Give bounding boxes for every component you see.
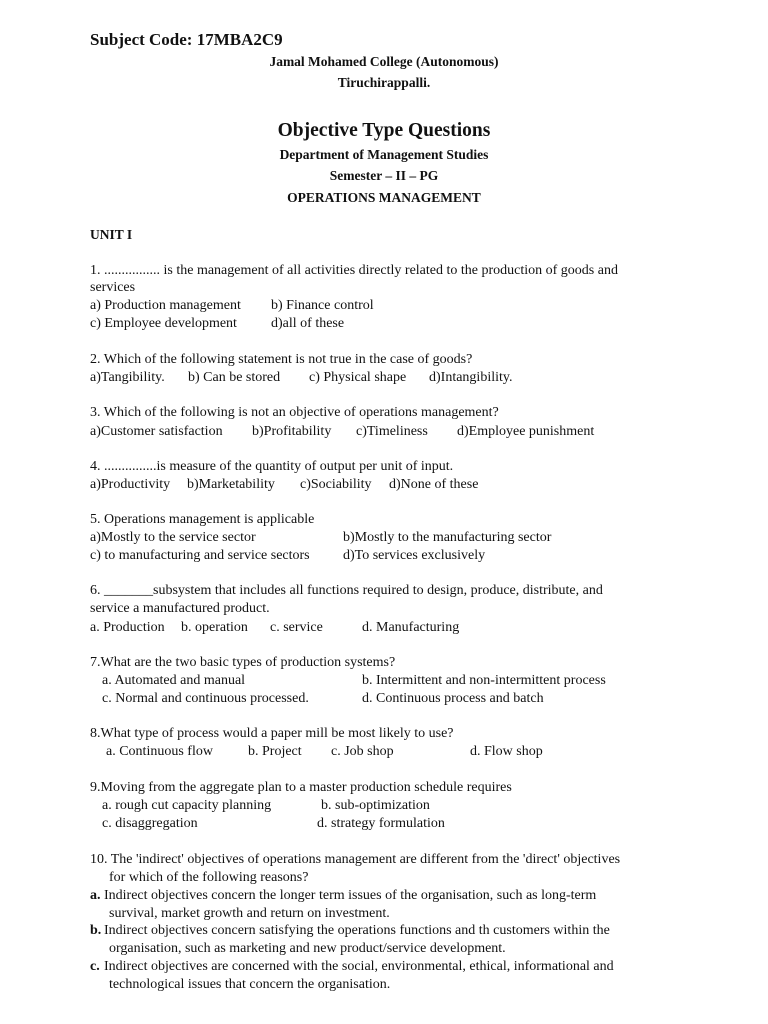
- question-6-option-a: a. Production: [90, 620, 165, 635]
- question-4-option-c: c)Sociability: [300, 477, 372, 492]
- question-1-option-d: d)all of these: [271, 316, 345, 331]
- question-7-option-a: a. Automated and manual: [102, 673, 246, 688]
- question-6-option-c: c. service: [270, 620, 323, 635]
- question-1-stem-line-2: services: [90, 280, 136, 295]
- question-10-option-c-line-2: technological issues that concern the organisation.: [109, 977, 391, 992]
- question-3-option-c: c)Timeliness: [356, 424, 428, 439]
- question-9-option-d: d. strategy formulation: [317, 816, 445, 831]
- question-5-stem: 5. Operations management is applicable: [90, 512, 315, 527]
- question-3-option-d: d)Employee punishment: [457, 424, 595, 439]
- course-name: OPERATIONS MANAGEMENT: [287, 190, 481, 205]
- question-10-option-b-line-1: Indirect objectives concern satisfying the operations functions and th customers within the: [104, 923, 610, 938]
- question-7-option-d: d. Continuous process and batch: [362, 691, 544, 706]
- question-4-option-a: a)Productivity: [90, 477, 171, 492]
- question-5-option-d: d)To services exclusively: [343, 548, 486, 563]
- document-title: Objective Type Questions: [277, 120, 491, 141]
- question-8-option-c: c. Job shop: [331, 744, 394, 759]
- question-8-option-a: a. Continuous flow: [106, 744, 213, 759]
- question-7-option-b: b. Intermittent and non-intermittent process: [362, 673, 606, 688]
- question-3-stem: 3. Which of the following is not an objective of operations management?: [90, 405, 499, 420]
- question-8-stem: 8.What type of process would a paper mill be most likely to use?: [90, 726, 454, 741]
- question-2-option-d: d)Intangibility.: [429, 370, 513, 385]
- question-1-option-a: a) Production management: [90, 298, 241, 313]
- college-name: Jamal Mohamed College (Autonomous): [269, 54, 499, 69]
- semester-label: Semester – II – PG: [329, 168, 439, 183]
- question-10-option-c-line-1: Indirect objectives are concerned with the social, environmental, ethical, informational and: [104, 959, 614, 974]
- department-name: Department of Management Studies: [279, 147, 489, 162]
- question-10-option-a-line-2: survival, market growth and return on investment.: [109, 906, 390, 921]
- subject-code: Subject Code: 17MBA2C9: [90, 30, 283, 49]
- question-4-option-b: b)Marketability: [187, 477, 275, 492]
- question-2-option-a: a)Tangibility.: [90, 370, 165, 385]
- question-9-option-c: c. disaggregation: [102, 816, 198, 831]
- question-2-option-b: b) Can be stored: [188, 370, 281, 385]
- question-10-option-a-line-1: Indirect objectives concern the longer term issues of the organisation, such as long-term: [104, 888, 597, 903]
- question-9-option-b: b. sub-optimization: [321, 798, 430, 813]
- question-5-option-c: c) to manufacturing and service sectors: [90, 548, 310, 563]
- question-4-option-d: d)None of these: [389, 477, 479, 492]
- question-9-option-a: a. rough cut capacity planning: [102, 798, 272, 813]
- question-6-option-d: d. Manufacturing: [362, 620, 460, 635]
- question-6-stem-line-2: service a manufactured product.: [90, 601, 270, 616]
- question-10-option-b-line-2: organisation, such as marketing and new product/service development.: [109, 941, 506, 956]
- question-10-stem-line-1: 10. The 'indirect' objectives of operations management are different from the 'direct' objectives: [90, 852, 621, 867]
- question-10-option-a-letter: a.: [90, 888, 101, 903]
- question-5-option-b: b)Mostly to the manufacturing sector: [343, 530, 552, 545]
- question-6-stem-line-1: 6. _______subsystem that includes all functions required to design, produce, distribute, and: [90, 583, 603, 598]
- college-city: Tiruchirappalli.: [337, 75, 431, 90]
- question-10-stem-line-2: for which of the following reasons?: [109, 870, 309, 885]
- question-2-option-c: c) Physical shape: [309, 370, 407, 385]
- question-10-option-b-letter: b.: [90, 923, 102, 938]
- question-1-option-c: c) Employee development: [90, 316, 237, 331]
- unit-heading: UNIT I: [90, 227, 133, 242]
- question-5-option-a: a)Mostly to the service sector: [90, 530, 256, 545]
- question-1-option-b: b) Finance control: [271, 298, 374, 313]
- question-7-option-c: c. Normal and continuous processed.: [102, 691, 309, 706]
- question-1-stem-line-1: 1. ................ is the management of all activities directly related to the production of goods and: [90, 263, 618, 278]
- question-2-stem: 2. Which of the following statement is not true in the case of goods?: [90, 352, 473, 367]
- question-4-stem: 4. ...............is measure of the quantity of output per unit of input.: [90, 459, 454, 474]
- question-10-option-c-letter: c.: [90, 959, 100, 974]
- question-8-option-b: b. Project: [248, 744, 302, 759]
- question-9-stem: 9.Moving from the aggregate plan to a master production schedule requires: [90, 780, 512, 795]
- question-7-stem: 7.What are the two basic types of production systems?: [90, 655, 396, 670]
- question-3-option-a: a)Customer satisfaction: [90, 424, 223, 439]
- question-8-option-d: d. Flow shop: [470, 744, 543, 759]
- question-3-option-b: b)Profitability: [252, 424, 332, 439]
- question-6-option-b: b. operation: [181, 620, 248, 635]
